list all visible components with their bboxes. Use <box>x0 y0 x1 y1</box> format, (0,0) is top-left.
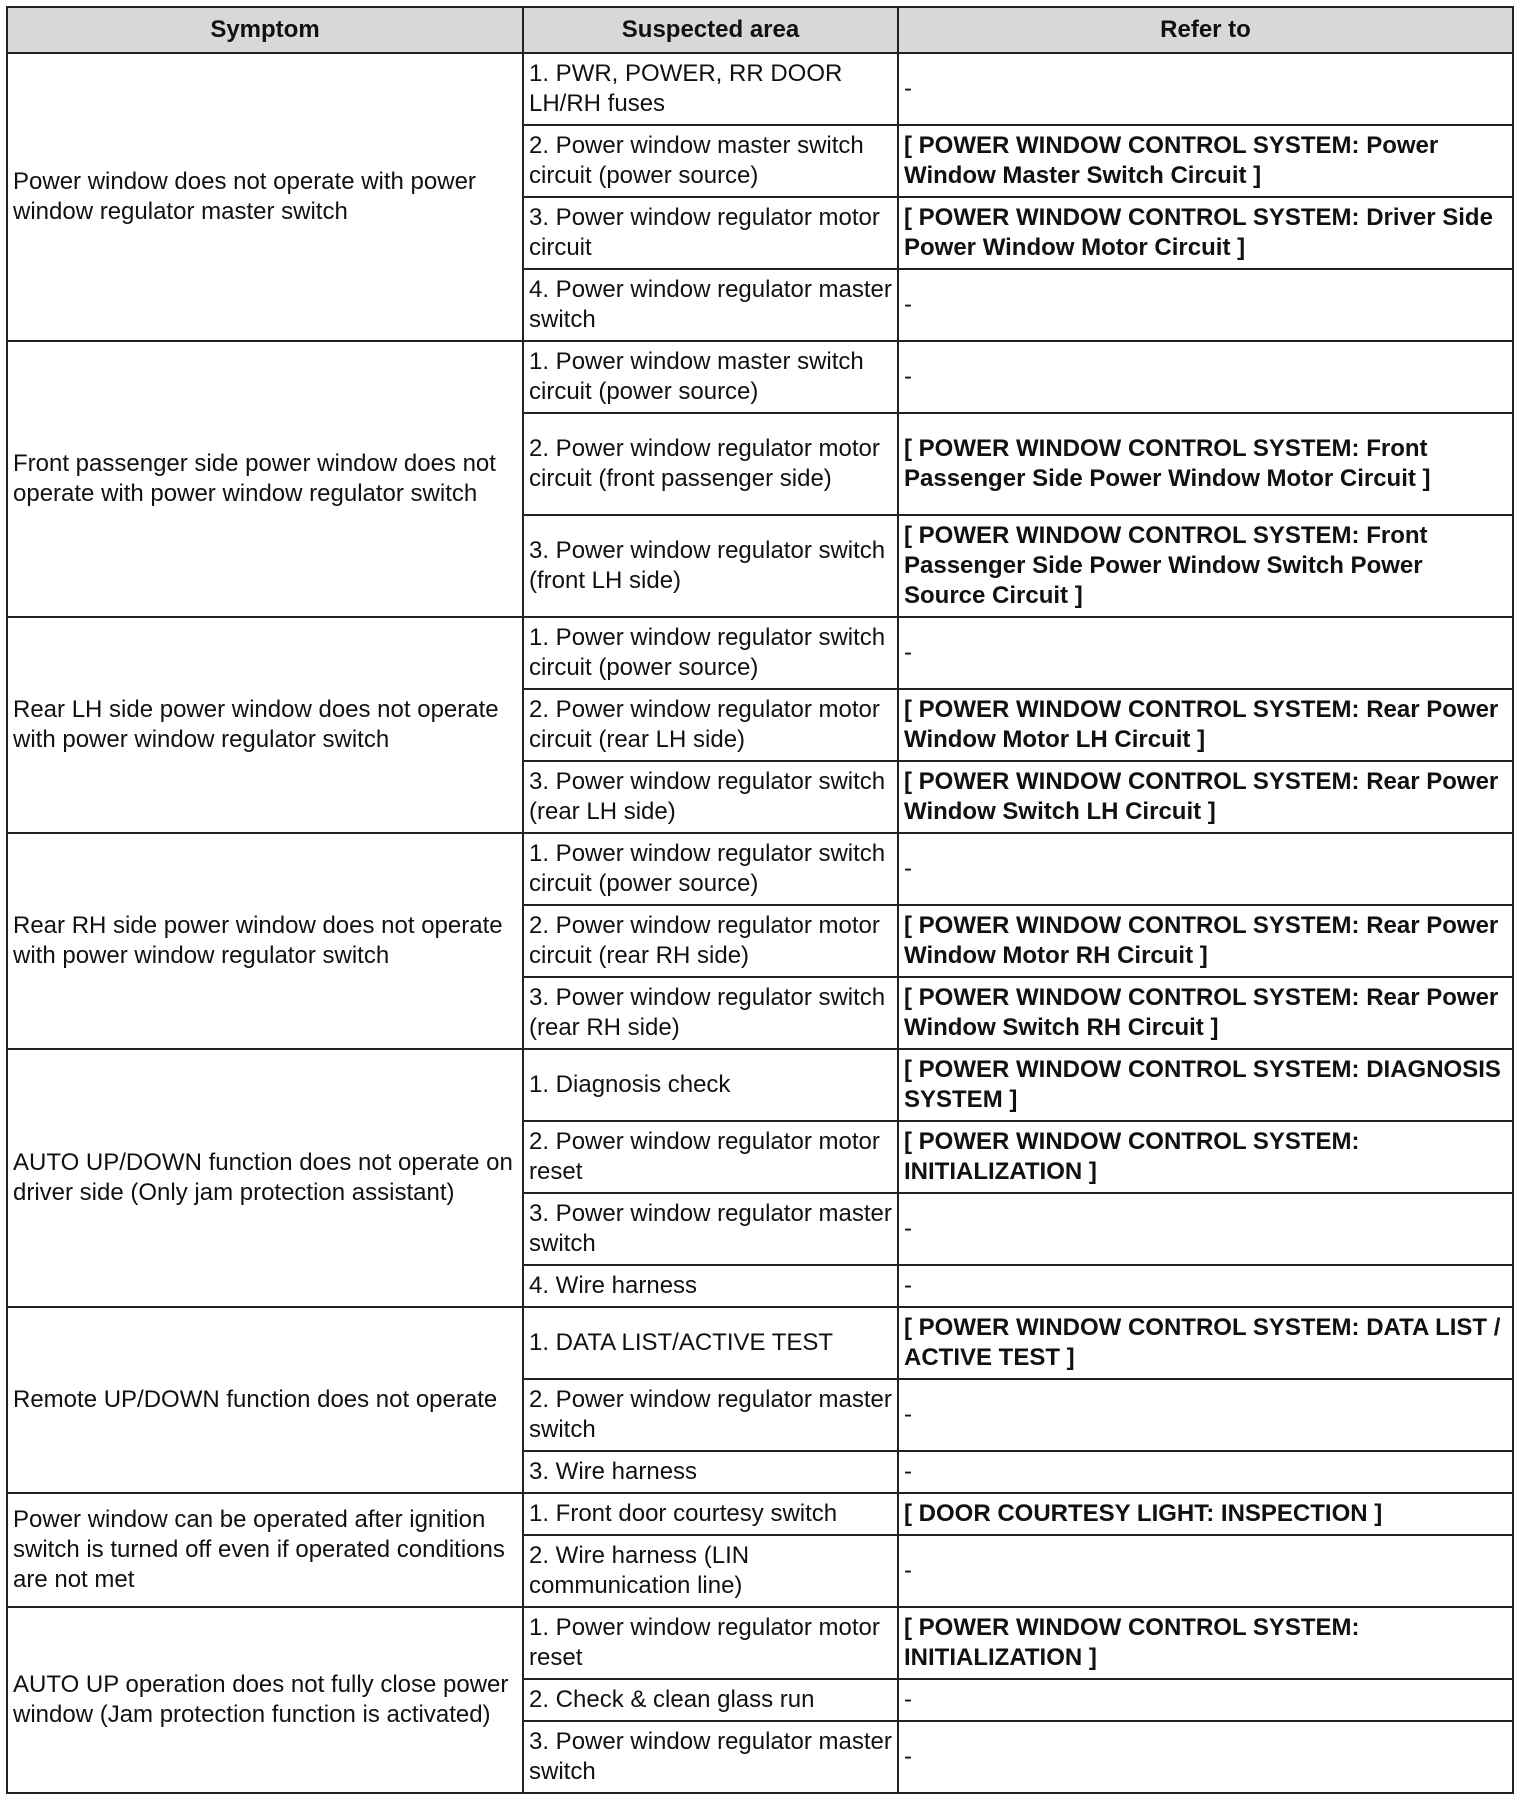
suspected-area-cell: 1. PWR, POWER, RR DOOR LH/RH fuses <box>523 53 898 125</box>
suspected-area-cell: 3. Power window regulator master switch <box>523 1721 898 1793</box>
suspected-area-cell: 3. Power window regulator switch (rear RH side) <box>523 977 898 1049</box>
refer-to-cell: - <box>898 1379 1513 1451</box>
refer-to-cell: [ POWER WINDOW CONTROL SYSTEM: Rear Power Window Switch LH Circuit ] <box>898 761 1513 833</box>
refer-to-cell: [ POWER WINDOW CONTROL SYSTEM: INITIALIZATION ] <box>898 1121 1513 1193</box>
refer-to-cell: - <box>898 1193 1513 1265</box>
refer-to-cell: - <box>898 341 1513 413</box>
suspected-area-cell: 1. Power window regulator motor reset <box>523 1607 898 1679</box>
refer-to-cell: - <box>898 1535 1513 1607</box>
symptom-cell: Rear LH side power window does not operate with power window regulator switch <box>7 617 523 833</box>
suspected-area-cell: 1. Power window master switch circuit (power source) <box>523 341 898 413</box>
header-symptom: Symptom <box>7 7 523 53</box>
header-suspected-area: Suspected area <box>523 7 898 53</box>
troubleshooting-table <box>6 6 1514 1794</box>
suspected-area-cell: 2. Power window master switch circuit (power source) <box>523 125 898 197</box>
symptom-cell: Power window can be operated after ignition switch is turned off even if operated conditions are not met <box>7 1493 523 1607</box>
refer-to-cell: [ DOOR COURTESY LIGHT: INSPECTION ] <box>898 1493 1513 1535</box>
refer-to-cell: - <box>898 1679 1513 1721</box>
refer-to-cell: - <box>898 833 1513 905</box>
refer-to-cell: [ POWER WINDOW CONTROL SYSTEM: Rear Power Window Switch RH Circuit ] <box>898 977 1513 1049</box>
suspected-area-cell: 2. Power window regulator motor circuit (rear LH side) <box>523 689 898 761</box>
suspected-area-cell: 3. Power window regulator master switch <box>523 1193 898 1265</box>
suspected-area-cell: 3. Power window regulator motor circuit <box>523 197 898 269</box>
suspected-area-cell: 3. Power window regulator switch (rear LH side) <box>523 761 898 833</box>
suspected-area-cell: 1. DATA LIST/ACTIVE TEST <box>523 1307 898 1379</box>
table-row <box>7 1307 1513 1379</box>
suspected-area-cell: 2. Power window regulator motor circuit (front passenger side) <box>523 413 898 515</box>
table-row <box>7 1493 1513 1535</box>
refer-to-cell: [ POWER WINDOW CONTROL SYSTEM: Rear Power Window Motor LH Circuit ] <box>898 689 1513 761</box>
refer-to-cell: - <box>898 1451 1513 1493</box>
table-row <box>7 1049 1513 1121</box>
suspected-area-cell: 2. Power window regulator motor reset <box>523 1121 898 1193</box>
table-row <box>7 833 1513 905</box>
table-row <box>7 1607 1513 1679</box>
table-row <box>7 341 1513 413</box>
header-row <box>7 7 1513 53</box>
suspected-area-cell: 2. Check & clean glass run <box>523 1679 898 1721</box>
refer-to-cell: [ POWER WINDOW CONTROL SYSTEM: DATA LIST / ACTIVE TEST ] <box>898 1307 1513 1379</box>
symptom-cell: Power window does not operate with power window regulator master switch <box>7 53 523 341</box>
suspected-area-cell: 2. Wire harness (LIN communication line) <box>523 1535 898 1607</box>
suspected-area-cell: 1. Power window regulator switch circuit (power source) <box>523 833 898 905</box>
table-row <box>7 53 1513 125</box>
suspected-area-cell: 4. Wire harness <box>523 1265 898 1307</box>
refer-to-cell: [ POWER WINDOW CONTROL SYSTEM: Driver Side Power Window Motor Circuit ] <box>898 197 1513 269</box>
suspected-area-cell: 4. Power window regulator master switch <box>523 269 898 341</box>
refer-to-cell: - <box>898 269 1513 341</box>
suspected-area-cell: 3. Power window regulator switch (front LH side) <box>523 515 898 617</box>
refer-to-cell: [ POWER WINDOW CONTROL SYSTEM: Front Passenger Side Power Window Motor Circuit ] <box>898 413 1513 515</box>
refer-to-cell: - <box>898 1265 1513 1307</box>
refer-to-cell: [ POWER WINDOW CONTROL SYSTEM: Power Window Master Switch Circuit ] <box>898 125 1513 197</box>
suspected-area-cell: 1. Front door courtesy switch <box>523 1493 898 1535</box>
refer-to-cell: - <box>898 617 1513 689</box>
refer-to-cell: - <box>898 53 1513 125</box>
refer-to-cell: - <box>898 1721 1513 1793</box>
troubleshooting-table-container <box>6 6 1512 1794</box>
table-row <box>7 617 1513 689</box>
suspected-area-cell: 3. Wire harness <box>523 1451 898 1493</box>
refer-to-cell: [ POWER WINDOW CONTROL SYSTEM: Front Passenger Side Power Window Switch Power Source Circuit ] <box>898 515 1513 617</box>
symptom-cell: Front passenger side power window does not operate with power window regulator switch <box>7 341 523 617</box>
table-body <box>7 53 1513 1793</box>
symptom-cell: Rear RH side power window does not operate with power window regulator switch <box>7 833 523 1049</box>
symptom-cell: Remote UP/DOWN function does not operate <box>7 1307 523 1493</box>
suspected-area-cell: 2. Power window regulator master switch <box>523 1379 898 1451</box>
symptom-cell: AUTO UP/DOWN function does not operate on driver side (Only jam protection assistant) <box>7 1049 523 1307</box>
symptom-cell: AUTO UP operation does not fully close power window (Jam protection function is activated) <box>7 1607 523 1793</box>
refer-to-cell: [ POWER WINDOW CONTROL SYSTEM: INITIALIZATION ] <box>898 1607 1513 1679</box>
header-refer-to: Refer to <box>898 7 1513 53</box>
refer-to-cell: [ POWER WINDOW CONTROL SYSTEM: Rear Power Window Motor RH Circuit ] <box>898 905 1513 977</box>
suspected-area-cell: 1. Power window regulator switch circuit (power source) <box>523 617 898 689</box>
refer-to-cell: [ POWER WINDOW CONTROL SYSTEM: DIAGNOSIS SYSTEM ] <box>898 1049 1513 1121</box>
suspected-area-cell: 1. Diagnosis check <box>523 1049 898 1121</box>
suspected-area-cell: 2. Power window regulator motor circuit (rear RH side) <box>523 905 898 977</box>
